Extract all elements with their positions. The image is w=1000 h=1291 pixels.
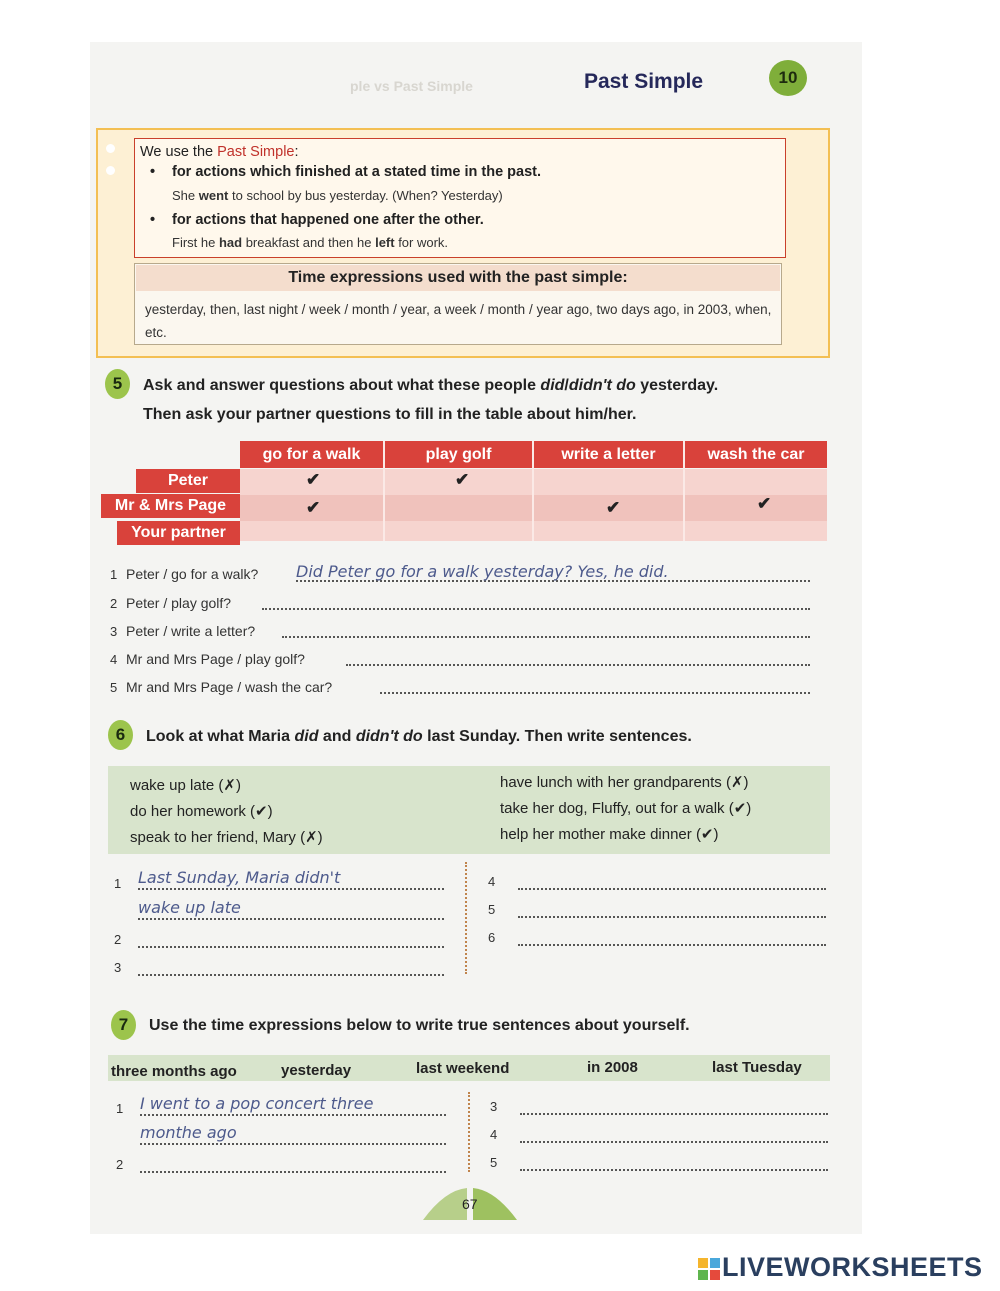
brand-name: LIVEWORKSHEETS: [722, 1252, 983, 1282]
time-expressions-list: yesterday, then, last night / week / month / year, a week / month / year ago, two days ago, in 2003, when, etc.: [145, 302, 772, 340]
time-expression: yesterday: [281, 1062, 352, 1079]
activity-item: speak to her friend, Mary (✗): [130, 829, 323, 846]
answer-field[interactable]: [140, 1094, 446, 1116]
answer-field[interactable]: [140, 1123, 446, 1145]
time-expression: last weekend: [416, 1060, 510, 1077]
example-text: for work.: [394, 235, 449, 250]
example-verb: left: [375, 235, 395, 250]
question-number: 2: [110, 596, 118, 611]
instr-italic: did: [294, 728, 319, 745]
instr-text: yesterday.: [635, 377, 719, 394]
question-line: [110, 679, 332, 701]
handwritten-answer: Did Peter go for a walk yesterday? Yes, he did.: [296, 562, 669, 581]
example-text: First he: [172, 235, 219, 250]
answer-number: 1: [114, 876, 122, 891]
table-row-label: Your partner: [117, 521, 240, 545]
tick-icon: ✔: [757, 494, 772, 513]
answer-number: 1: [116, 1101, 124, 1116]
question-prompt: Mr and Mrs Page / play golf?: [126, 651, 305, 667]
decor-dot: [106, 144, 115, 153]
answer-number: 6: [488, 930, 496, 945]
example-verb: had: [218, 235, 243, 250]
tick-icon: ✔: [455, 470, 470, 489]
bleed-through-text: ple vs Past Simple: [350, 78, 473, 94]
answer-number: 4: [488, 874, 496, 889]
answer-field[interactable]: [518, 868, 826, 890]
handwritten-answer: wake up late: [138, 898, 241, 917]
activity-item: help her mother make dinner (✔): [500, 826, 719, 843]
answer-number: 5: [488, 902, 496, 917]
instr-text: and: [318, 728, 356, 745]
answer-field[interactable]: [140, 1151, 446, 1173]
rule-intro-colon: :: [294, 144, 299, 160]
example-verb: went: [198, 188, 229, 203]
table-col-header: play golf: [385, 441, 532, 468]
answer-field[interactable]: [518, 896, 826, 918]
instr-text: Look at what Maria: [146, 728, 295, 745]
handwritten-answer: Last Sunday, Maria didn't: [138, 868, 341, 887]
question-line: [110, 651, 305, 673]
question-prompt: Peter / play golf?: [126, 595, 232, 611]
handwritten-answer: monthe ago: [140, 1123, 237, 1142]
decor-dot: [106, 166, 115, 175]
table-divider: [532, 441, 534, 541]
instr-italic: did: [540, 377, 565, 394]
table-col-header: write a letter: [534, 441, 683, 468]
answer-field[interactable]: [296, 562, 810, 582]
example-text: to school by bus yesterday. (When? Yesterday): [228, 188, 503, 203]
answer-number: 5: [490, 1155, 498, 1170]
instr-text: /: [564, 377, 569, 394]
exercise-6-instruction: [146, 728, 692, 746]
table-row-label: Peter: [136, 469, 240, 493]
page-title: Past Simple: [584, 70, 704, 93]
exercise-5-instruction-2: Then ask your partner questions to fill in the table about him/her.: [143, 406, 637, 423]
answer-field[interactable]: [262, 594, 810, 610]
question-line: [110, 595, 231, 617]
unit-badge: 10: [769, 60, 807, 96]
activity-item: have lunch with her grandparents (✗): [500, 774, 749, 791]
time-expression: in 2008: [587, 1059, 638, 1076]
answer-number: 2: [116, 1157, 124, 1172]
answer-field[interactable]: [138, 898, 444, 920]
answer-field[interactable]: [520, 1121, 828, 1143]
instr-text: last Sunday. Then write sentences.: [422, 728, 692, 745]
answer-field[interactable]: [346, 650, 810, 666]
rule-example-2: [172, 235, 448, 250]
question-number: 1: [110, 567, 118, 582]
column-divider: [465, 862, 467, 974]
answer-field[interactable]: [282, 622, 810, 638]
answer-number: 3: [114, 960, 122, 975]
example-text: She: [172, 188, 199, 203]
answer-number: 2: [114, 932, 122, 947]
question-line: [110, 623, 255, 645]
instr-italic: didn't do: [568, 377, 636, 394]
answer-field[interactable]: [138, 868, 444, 890]
table-divider: [383, 441, 385, 541]
question-prompt: Mr and Mrs Page / wash the car?: [126, 679, 333, 695]
answer-field[interactable]: [518, 924, 826, 946]
rule-bullet-1: • for actions which finished at a stated time in the past.: [172, 164, 541, 180]
question-number: 4: [110, 652, 118, 667]
answer-number: 4: [490, 1127, 498, 1142]
exercise-7-instruction: Use the time expressions below to write true sentences about yourself.: [149, 1017, 690, 1034]
column-divider: [468, 1092, 470, 1172]
exercise-7-number: 7: [111, 1010, 136, 1040]
activity-item: take her dog, Fluffy, out for a walk (✔): [500, 800, 752, 817]
instr-text: Ask and answer questions about what these people: [143, 377, 541, 394]
instr-italic: didn't do: [355, 728, 423, 745]
question-number: 3: [110, 624, 118, 639]
activity-item: wake up late (✗): [130, 777, 241, 794]
table-col-header: wash the car: [685, 441, 827, 468]
handwritten-answer: I went to a pop concert three: [140, 1094, 374, 1113]
time-expressions-title: Time expressions used with the past simple:: [136, 265, 780, 291]
rule-term: Past Simple: [217, 144, 295, 160]
rule-bullet-2: • for actions that happened one after the other.: [172, 212, 484, 228]
answer-field[interactable]: [520, 1149, 828, 1171]
table-row-label: Mr & Mrs Page: [101, 494, 240, 518]
exercise-5-number: 5: [105, 369, 130, 399]
question-prompt: Peter / write a letter?: [126, 623, 256, 639]
question-line: [110, 566, 258, 588]
table-divider: [683, 441, 685, 541]
answer-number: 3: [490, 1099, 498, 1114]
page-number: 67: [462, 1196, 478, 1212]
time-expression: three months ago: [111, 1063, 237, 1080]
example-text: breakfast and then he: [242, 235, 376, 250]
question-number: 5: [110, 680, 118, 695]
rule-intro: [140, 144, 299, 160]
liveworksheets-logo-icon: [698, 1258, 720, 1280]
time-expression: last Tuesday: [712, 1059, 802, 1076]
answer-field[interactable]: [138, 954, 444, 976]
tick-icon: ✔: [306, 498, 321, 517]
activity-item: do her homework (✔): [130, 803, 273, 820]
rule-intro-text: We use the: [140, 144, 218, 160]
tick-icon: ✔: [606, 498, 621, 517]
rule-example-1: [172, 188, 503, 203]
answer-field[interactable]: [138, 926, 444, 948]
answer-field[interactable]: [380, 678, 810, 694]
question-prompt: Peter / go for a walk?: [126, 566, 259, 582]
table-col-header: go for a walk: [240, 441, 383, 468]
exercise-5-instruction-1: [143, 377, 718, 395]
answer-field[interactable]: [520, 1093, 828, 1115]
exercise-6-number: 6: [108, 720, 133, 750]
tick-icon: ✔: [306, 470, 321, 489]
